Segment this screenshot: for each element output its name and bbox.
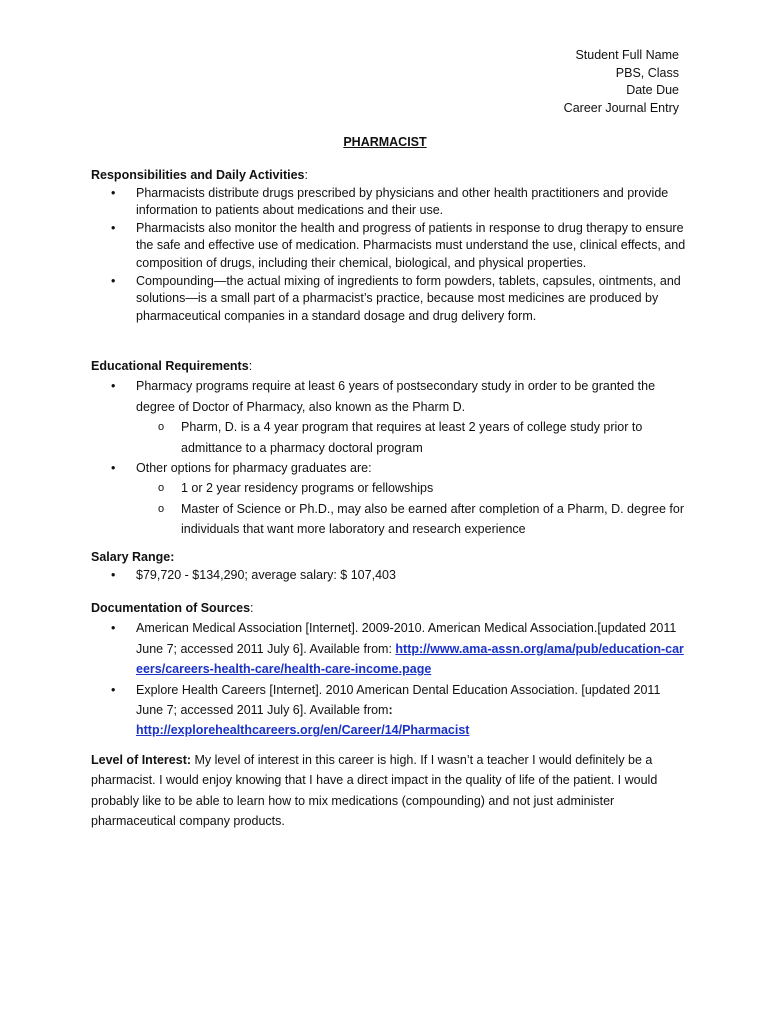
bullet-icon: • <box>111 621 116 636</box>
interest-heading: Level of Interest: <box>91 753 192 767</box>
sources-list <box>91 618 687 740</box>
sub-list-item-text: Pharm, D. is a 4 year program that requires at least 2 years of college study prior to admittance to a pharmacy doctoral program <box>181 420 643 455</box>
bullet-icon: • <box>111 379 116 394</box>
source-link[interactable]: http://explorehealthcareers.org/en/Career/14/Pharmacist <box>136 723 470 738</box>
list-item <box>91 567 687 585</box>
education-heading: Educational Requirements <box>91 359 249 373</box>
bullet-icon: • <box>111 185 116 200</box>
bullet-icon: • <box>111 461 116 476</box>
list-item-text: Pharmacists also monitor the health and progress of patients in response to drug therapy to ensure the safe and effective use of medication. Pharmacists must understand the use, clinical effects, and composition of drugs, including their chemical, biological, and physical properties. <box>136 220 686 270</box>
student-name: Student Full Name <box>575 48 679 62</box>
interest-section <box>91 750 687 832</box>
education-list <box>91 376 687 539</box>
bullet-icon: • <box>111 682 116 697</box>
list-item <box>91 376 687 458</box>
sub-list-item <box>91 417 687 458</box>
date-due: Date Due <box>626 83 679 97</box>
list-item <box>91 273 687 326</box>
page-title: PHARMACIST <box>343 135 427 149</box>
list-item <box>91 680 687 741</box>
list-item <box>91 618 687 679</box>
sub-list-item <box>91 478 687 498</box>
sub-list <box>136 478 687 539</box>
sub-list-item-text: Master of Science or Ph.D., may also be earned after completion of a Pharm, D. degree for individuals that want more laboratory and research experience <box>181 501 685 537</box>
salary-text: $79,720 - $134,290; average salary: $ 107,403 <box>136 567 396 582</box>
sources-heading: Documentation of Sources <box>91 601 251 615</box>
sub-bullet-icon: o <box>158 482 165 495</box>
list-item-text: Compounding—the actual mixing of ingredients to form powders, tablets, capsules, ointments, and solutions—is a small part of a pharmacist’s practice, because most medicines are produced by pharmaceutical companies in a standard dosage and drug delivery form. <box>136 273 681 323</box>
source-colon: : <box>388 703 393 718</box>
sub-list <box>136 417 687 458</box>
heading-colon: : <box>250 601 254 615</box>
heading-colon: : <box>304 168 308 182</box>
sub-list-item <box>91 499 687 540</box>
bullet-icon: • <box>111 273 116 288</box>
source-citation: American Medical Association [Internet]. 2009-2010. American Medical Association.[updated 2011 June 7; accessed 2011 July 6]. Available from: <box>136 621 677 656</box>
sources-section <box>91 598 687 741</box>
bullet-icon: • <box>111 567 116 582</box>
source-citation: Explore Health Careers [Internet]. 2010 American Dental Education Association. [updated 2011 June 7; accessed 2011 July 6]. Available from <box>136 682 661 718</box>
responsibilities-section <box>91 167 687 325</box>
sub-bullet-icon: o <box>158 502 165 515</box>
bullet-icon: • <box>111 220 116 235</box>
education-section <box>91 356 687 540</box>
list-item-text: Pharmacists distribute drugs prescribed by physicians and other health practitioners and provide information to patients about medications and their use. <box>136 185 669 218</box>
heading-colon: : <box>248 359 253 373</box>
salary-section <box>91 549 687 584</box>
interest-text: My level of interest in this career is high. If I wasn’t a teacher I would definitely be a pharmacist. I would enjoy knowing that I have a direct impact in the quality of life of the patient. I would probably like to be able to learn how to mix medications (compounding) and not just administer pharmaceutical company products. <box>91 753 658 829</box>
sub-list-item-text: 1 or 2 year residency programs or fellowships <box>181 481 434 496</box>
sub-bullet-icon: o <box>158 421 165 434</box>
responsibilities-heading: Responsibilities and Daily Activities <box>91 168 305 182</box>
salary-heading: Salary Range: <box>91 550 175 564</box>
source-link[interactable]: http://www.ama-assn.org/ama/pub/education-careers/careers-health-care/health-care-income.page <box>136 641 684 677</box>
entry-label: Career Journal Entry <box>563 100 679 115</box>
list-item-text: Other options for pharmacy graduates are: <box>136 461 372 476</box>
list-item <box>91 458 687 540</box>
responsibilities-list <box>91 185 687 326</box>
list-item <box>91 220 687 273</box>
class-label: PBS, Class <box>615 65 679 80</box>
list-item-text: Pharmacy programs require at least 6 years of postsecondary study in order to be granted the degree of Doctor of Pharmacy, also known as the Pharm D. <box>136 379 656 414</box>
document-header <box>564 47 679 117</box>
list-item <box>91 185 687 220</box>
salary-list <box>91 567 687 585</box>
